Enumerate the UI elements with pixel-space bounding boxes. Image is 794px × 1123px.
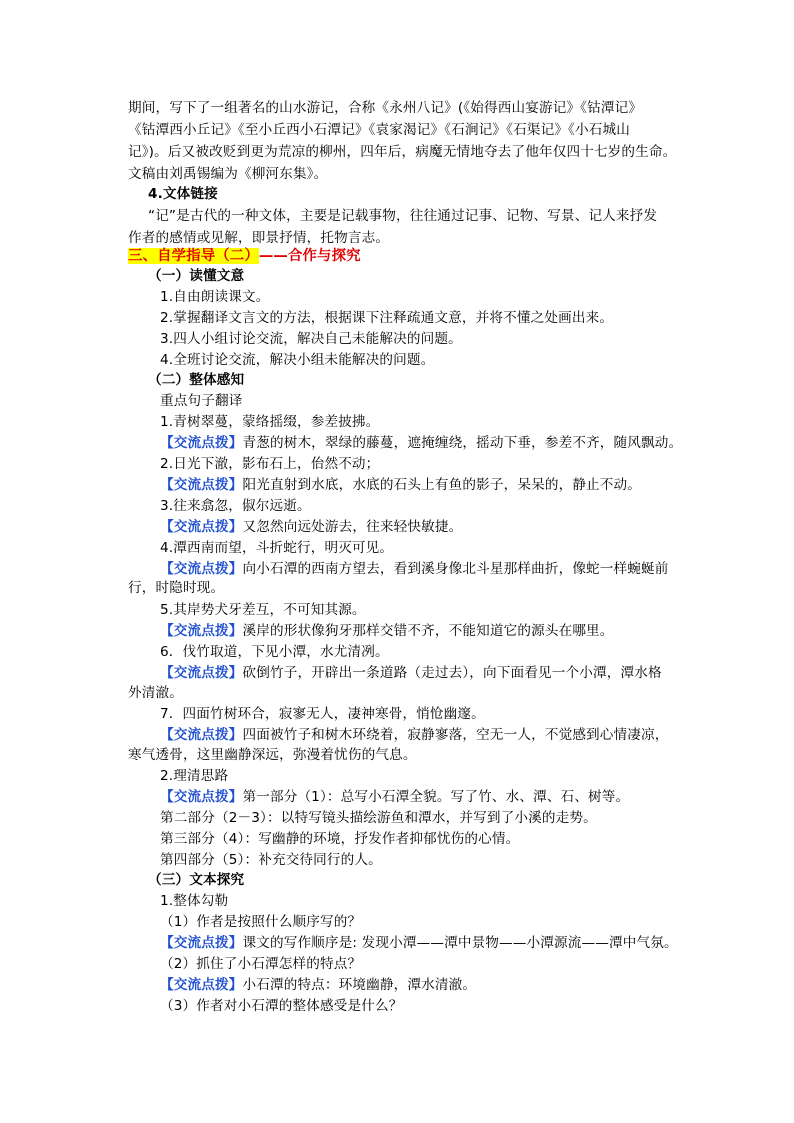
- part1-item: 3.四人小组讨论交流，解决自己未能解决的问题。: [160, 331, 462, 347]
- intro-line: 文稿由刘禹锡编为《柳河东集》。: [128, 166, 328, 182]
- exchange-tag: 【交流点拨】: [160, 665, 243, 681]
- sentence-question: 2.日光下澈，影布石上，佁然不动；: [160, 456, 380, 472]
- intro-line: 《钴潭西小丘记》《至小丘西小石潭记》《袁家渴记》《石涧记》《石渠记》《小石城山: [128, 122, 631, 138]
- outline-item: 第三部分（4）：写幽静的环境，抒发作者抑郁忧伤的心情。: [160, 831, 520, 847]
- intro-line: 记》)。后又被改贬到更为荒凉的柳州，四年后，病魔无情地夺去了他年仅四十七岁的生命。: [128, 144, 677, 160]
- sentence-answer: 【交流点拨】青葱的树木，翠绿的藤蔓，遮掩缠绕，摇动下垂，参差不齐，随风飘动。: [160, 435, 683, 451]
- exchange-tag: 【交流点拨】: [160, 519, 243, 535]
- part1-heading: （一）读懂文意: [148, 268, 245, 284]
- part1-item: 1.自由朗读课文。: [160, 289, 270, 305]
- outline-item: 第四部分（5）：补充交待同行的人。: [160, 852, 382, 868]
- sentence-answer: 【交流点拨】又忽然向远处游去，往来轻快敏捷。: [160, 519, 463, 535]
- explore-question: （3）作者对小石潭的整体感受是什么？: [160, 998, 403, 1014]
- exchange-tag: 【交流点拨】: [160, 435, 243, 451]
- exchange-tag: 【交流点拨】: [160, 977, 243, 993]
- part1-item: 2.掌握翻译文言文的方法，根据课下注释疏通文意，并将不懂之处画出来。: [160, 310, 614, 326]
- exchange-tag: 【交流点拨】: [160, 477, 243, 493]
- sentence-question: 5.其岸势犬牙差互，不可知其源。: [160, 602, 366, 618]
- exchange-tag: 【交流点拨】: [160, 935, 243, 951]
- explore-question: （1）作者是按照什么顺序写的？: [160, 914, 362, 930]
- exchange-tag: 【交流点拨】: [160, 561, 243, 577]
- explore-answer: 【交流点拨】小石潭的特点：环境幽静，潭水清澈。: [160, 977, 477, 993]
- exchange-tag: 【交流点拨】: [160, 623, 243, 639]
- sentence-answer: 【交流点拨】溪岸的形状像狗牙那样交错不齐，不能知道它的源头在哪里。: [160, 623, 614, 639]
- section-title: [128, 246, 361, 266]
- exchange-tag: 【交流点拨】: [160, 727, 243, 743]
- section-title-rest: ——合作与探究: [258, 248, 361, 264]
- sentence-answer-cont: 行，时隐时现。: [128, 580, 225, 596]
- intro-line: 期间，写下了一组著名的山水游记，合称《永州八记》(《始得西山宴游记》《钴潭记》: [128, 100, 643, 116]
- style-link-text: 作者的感情或见解，即景抒情，托物言志。: [128, 230, 390, 246]
- sentence-answer-cont: 寒气透骨，这里幽静深远，弥漫着忧伤的气息。: [128, 747, 417, 763]
- sentence-answer: 【交流点拨】砍倒竹子，开辟出一条道路（走过去），向下面看见一个小潭，潭水格: [160, 665, 662, 681]
- part2-heading: （二）整体感知: [148, 372, 245, 388]
- exchange-tag: 【交流点拨】: [160, 789, 243, 805]
- sentence-answer: 【交流点拨】向小石潭的西南方望去，看到溪身像北斗星那样曲折，像蛇一样蜿蜒前: [160, 561, 669, 577]
- style-link-text: “记”是古代的一种文体，主要是记载事物，往往通过记事、记物、写景、记人来抒发: [148, 208, 658, 224]
- section-title-highlight: 三、自学指导（二）: [128, 248, 259, 264]
- sentence-question: 7．四面竹树环合，寂寥无人，凄神寒骨，悄怆幽邃。: [160, 706, 485, 722]
- explore-question: （2）抓住了小石潭怎样的特点？: [160, 956, 362, 972]
- sentence-question: 6．伐竹取道，下见小潭，水尤清冽。: [160, 644, 389, 660]
- part1-item: 4.全班讨论交流，解决小组未能解决的问题。: [160, 352, 435, 368]
- part3-subheading: 1.整体勾勒: [160, 893, 229, 909]
- part2-subheading: 重点句子翻译: [160, 393, 243, 409]
- sentence-question: 3.往来翕忽，俶尔远逝。: [160, 498, 311, 514]
- outline-item: 【交流点拨】第一部分（1）：总写小石潭全貌。写了竹、水、潭、石、树等。: [160, 789, 630, 805]
- part3-heading: （三）文本探究: [148, 872, 245, 888]
- explore-answer: 【交流点拨】课文的写作顺序是: 发现小潭——潭中景物——小潭源流——潭中气氛。: [160, 935, 678, 951]
- outline-heading: 2.理清思路: [160, 768, 229, 784]
- sentence-question: 4.潭西南而望，斗折蛇行，明灭可见。: [160, 540, 394, 556]
- sentence-question: 1.青树翠蔓，蒙络摇缀，参差披拂。: [160, 414, 380, 430]
- outline-item: 第二部分（2－3）：以特写镜头描绘游鱼和潭水，并写到了小溪的走势。: [160, 810, 597, 826]
- style-link-heading: 4.文体链接: [148, 186, 218, 202]
- sentence-answer-cont: 外清澈。: [128, 685, 183, 701]
- sentence-answer: 【交流点拨】阳光直射到水底，水底的石头上有鱼的影子，呆呆的，静止不动。: [160, 477, 642, 493]
- sentence-answer: 【交流点拨】四面被竹子和树木环绕着，寂静寥落，空无一人，不觉感到心情凄凉，: [160, 727, 669, 743]
